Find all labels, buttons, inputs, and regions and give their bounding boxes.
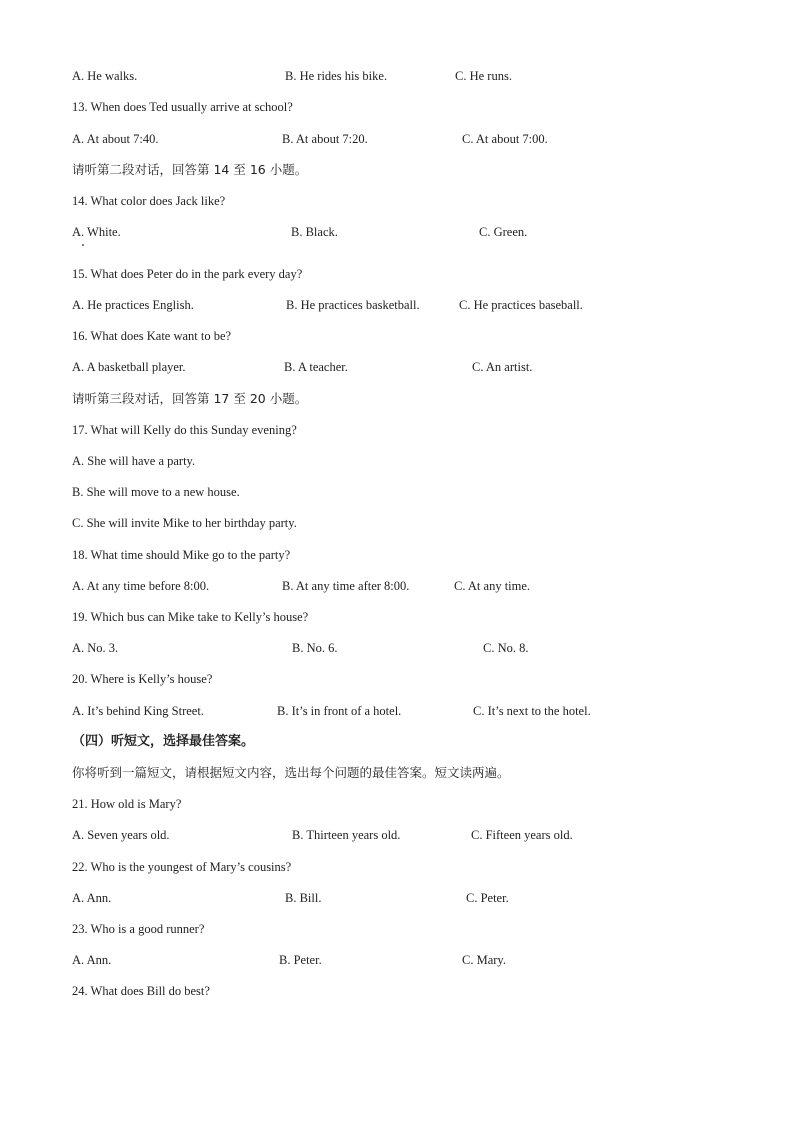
q22-option-c: C. Peter.	[466, 891, 509, 905]
part4-instruction: 你将听到一篇短文，请根据短文内容，选出每个问题的最佳答案。短文读两遍。	[72, 765, 510, 780]
q20-question: 20. Where is Kelly’s house?	[72, 672, 213, 686]
q12-option-a: A. He walks.	[72, 69, 138, 83]
q12-option-b: B. He rides his bike.	[285, 69, 388, 83]
q21-option-a: A. Seven years old.	[72, 828, 170, 842]
q23-question: 23. Who is a good runner?	[72, 922, 205, 936]
section3-instruction: 请听第三段对话，回答第 17 至 20 小题。	[72, 391, 308, 406]
q12-option-c: C. He runs.	[455, 69, 512, 83]
q21-question: 21. How old is Mary?	[72, 797, 182, 811]
q16-question: 16. What does Kate want to be?	[72, 329, 232, 343]
q18-question: 18. What time should Mike go to the party?	[72, 548, 291, 562]
q19-option-a: A. No. 3.	[72, 641, 119, 655]
q18-option-a: A. At any time before 8:00.	[72, 579, 210, 593]
q22-option-b: B. Bill.	[285, 891, 322, 905]
q17-option-c: C. She will invite Mike to her birthday party.	[72, 516, 297, 530]
q14-option-c: C. Green.	[479, 225, 528, 239]
q18-option-c: C. At any time.	[454, 579, 531, 593]
q15-option-c: C. He practices baseball.	[459, 298, 583, 312]
q22-question: 22. Who is the youngest of Mary’s cousins?	[72, 860, 292, 874]
q18-option-b: B. At any time after 8:00.	[282, 579, 410, 593]
part4-heading: （四）听短文，选择最佳答案。	[72, 734, 255, 749]
q15-option-a: A. He practices English.	[72, 298, 194, 312]
section2-instruction: 请听第二段对话，回答第 14 至 16 小题。	[72, 162, 308, 177]
q16-option-a: A. A basketball player.	[72, 360, 186, 374]
q24-question: 24. What does Bill do best?	[72, 984, 210, 998]
q21-option-b: B. Thirteen years old.	[292, 828, 401, 842]
q13-option-b: B. At about 7:20.	[282, 132, 368, 146]
stray-dot	[82, 244, 84, 246]
q13-option-c: C. At about 7:00.	[462, 132, 548, 146]
q19-option-b: B. No. 6.	[292, 641, 338, 655]
q13-question: 13. When does Ted usually arrive at school?	[72, 100, 293, 114]
q19-option-c: C. No. 8.	[483, 641, 529, 655]
q17-option-a: A. She will have a party.	[72, 454, 196, 468]
q14-option-b: B. Black.	[291, 225, 338, 239]
q20-option-c: C. It’s next to the hotel.	[473, 704, 591, 718]
q16-option-c: C. An artist.	[472, 360, 533, 374]
q16-option-b: B. A teacher.	[284, 360, 348, 374]
q19-question: 19. Which bus can Mike take to Kelly’s house?	[72, 610, 309, 624]
q21-option-c: C. Fifteen years old.	[471, 828, 573, 842]
q23-option-a: A. Ann.	[72, 953, 112, 967]
q14-option-a: A. White.	[72, 225, 121, 239]
q15-question: 15. What does Peter do in the park every day?	[72, 267, 303, 281]
q20-option-b: B. It’s in front of a hotel.	[277, 704, 402, 718]
q14-question: 14. What color does Jack like?	[72, 194, 226, 208]
q13-option-a: A. At about 7:40.	[72, 132, 159, 146]
q15-option-b: B. He practices basketball.	[286, 298, 420, 312]
q23-option-c: C. Mary.	[462, 953, 506, 967]
q17-question: 17. What will Kelly do this Sunday evening?	[72, 423, 297, 437]
q20-option-a: A. It’s behind King Street.	[72, 704, 204, 718]
q22-option-a: A. Ann.	[72, 891, 112, 905]
q23-option-b: B. Peter.	[279, 953, 322, 967]
q17-option-b: B. She will move to a new house.	[72, 485, 240, 499]
